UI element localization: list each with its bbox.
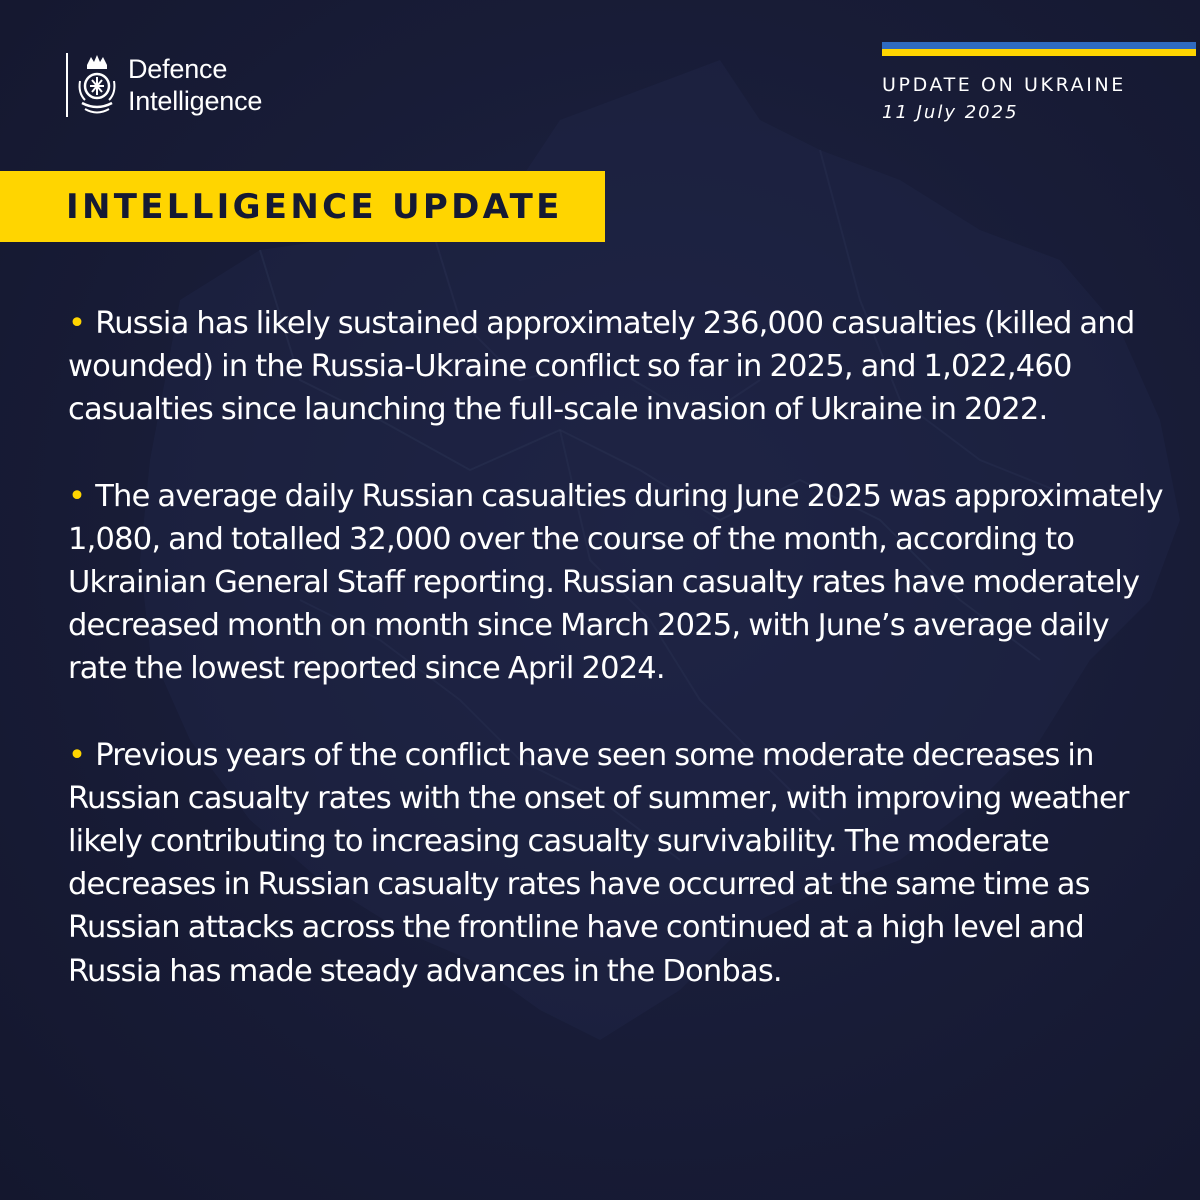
update-on-ukraine-label: UPDATE ON UKRAINE — [882, 74, 1126, 96]
logo-line-intelligence: Intelligence — [128, 86, 263, 116]
bullet-item-3 — [68, 734, 1168, 993]
intelligence-update-banner — [0, 171, 605, 242]
bullet-marker: • — [68, 737, 86, 773]
flag-yellow-band — [882, 49, 1196, 56]
logo-line-defence: Defence — [128, 54, 228, 84]
bullet-marker: • — [68, 306, 86, 341]
bullet-item-2 — [68, 475, 1168, 691]
bullet-marker: • — [68, 478, 86, 514]
banner-title: INTELLIGENCE UPDATE — [66, 186, 563, 227]
bullet-text: Russia has likely sustained approximately 236,000 casualties (killed and wounded) in the Russia-Ukraine conflict so far in 2025, and 1,022,460 casualties since launching the full-scale invasion of Ukraine in 2022. — [68, 306, 1135, 428]
ukraine-flag-stripe — [882, 42, 1196, 56]
defence-intelligence-crest-icon — [76, 53, 118, 117]
bullet-item-1 — [68, 302, 1168, 432]
defence-intelligence-logo — [66, 52, 262, 118]
bullet-text: The average daily Russian casualties during June 2025 was approximately 1,080, and totalled 32,000 over the course of the month, according to Ukrainian General Staff reporting. Russian casualty rates have moderately decreased month on month since March 2025, with June’s average daily rate the lowest reported since April 2024. — [68, 478, 1163, 687]
logo-text — [128, 53, 262, 117]
logo-divider — [66, 53, 68, 117]
flag-blue-band — [882, 42, 1196, 49]
update-date: 11 July 2025 — [882, 102, 1019, 123]
bullet-text: Previous years of the conflict have seen some moderate decreases in Russian casualty rates with the onset of summer, with improving weather likely contributing to increasing casualty survivability. The moderate decreases in Russian casualty rates have occurred at the same time as Russian attacks across the frontline have continued at a high level and Russia has made steady advances in the Donbas. — [68, 737, 1129, 989]
bullet-list — [68, 302, 1168, 1036]
